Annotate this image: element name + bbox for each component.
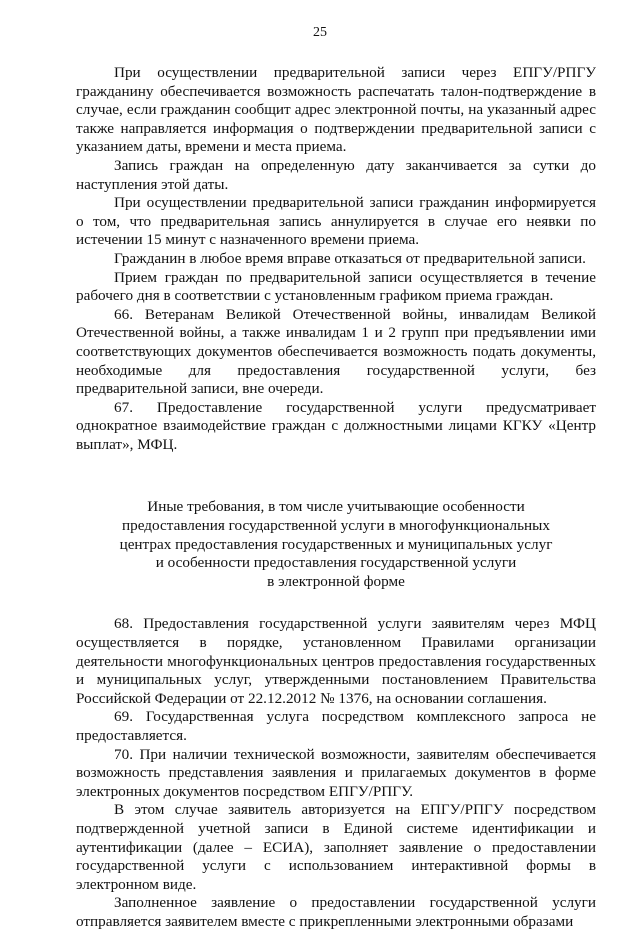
heading-line: и особенности предоставления государственной услуги [155, 554, 517, 572]
heading-line: в электронной форме [267, 572, 405, 590]
heading-line: Иные требования, в том числе учитывающие особенности [147, 498, 525, 516]
heading-line: предоставления государственной услуги в многофункциональных [122, 517, 550, 535]
page-number: 25 [313, 25, 327, 40]
section-heading [76, 498, 596, 591]
paragraph: Гражданин в любое время вправе отказаться от предварительной записи. [114, 249, 586, 267]
document-body [76, 64, 596, 932]
paragraph: Запись граждан на определенную дату заканчивается за сутки до наступления этой даты. [76, 156, 596, 193]
paragraph-67: 67. Предоставление государственной услуги предусматривает однократное взаимодействие граждан с должностными лицами КГКУ «Центр выплат», МФЦ. [76, 398, 596, 453]
paragraph: Прием граждан по предварительной записи осуществляется в течение рабочего дня в соответствии с установленным графиком приема граждан. [76, 268, 596, 305]
paragraph-69: 69. Государственная услуга посредством комплексного запроса не предоставляется. [76, 708, 596, 744]
paragraph-70: 70. При наличии технической возможности, заявителям обеспечивается возможность представления заявления и прилагаемых документов в форме электронных документов посредством ЕПГУ/РПГУ. [76, 745, 596, 800]
paragraph: В этом случае заявитель авторизуется на ЕПГУ/РПГУ посредством подтвержденной учетной записи в Единой системе идентификации и аутентификации (далее – ЕСИА), заполняет заявление о предоставлении государственной услуги с использованием интерактивной формы в электронном виде. [76, 801, 596, 893]
paragraph-68: 68. Предоставления государственной услуги заявителям через МФЦ осуществляется в порядке, установленном Правилами организации деятельности многофункциональных центров предоставления государственных и муниципальных услуг, утвержденными постановлением Правительства Российской Федерации от 22.12.2012 № 1376, на основании соглашения. [76, 615, 596, 707]
paragraph: При осуществлении предварительной записи через ЕПГУ/РПГУ гражданину обеспечивается возможность распечатать талон-подтверждение в случае, если гражданин сообщит адрес электронной почты, на указанный адрес также направляется информация о подтверждении предварительной записи с указанием даты, времени и места приема. [76, 64, 596, 156]
heading-line: центрах предоставления государственных и муниципальных услуг [119, 535, 553, 553]
paragraph-66: 66. Ветеранам Великой Отечественной войны, инвалидам Великой Отечественной войны, а также инвалидам 1 и 2 групп при предъявлении ими соответствующих документов обеспечивается возможность подать документы, необходимые для предоставления государственной услуги, без предварительной записи, вне очереди. [76, 305, 596, 398]
paragraph: Заполненное заявление о предоставлении государственной услуги отправляется заявителем вместе с прикрепленными электронными образами [76, 894, 596, 930]
paragraph: При осуществлении предварительной записи гражданин информируется о том, что предварительная запись аннулируется в случае его неявки по истечении 15 минут с назначенного времени приема. [76, 194, 596, 249]
